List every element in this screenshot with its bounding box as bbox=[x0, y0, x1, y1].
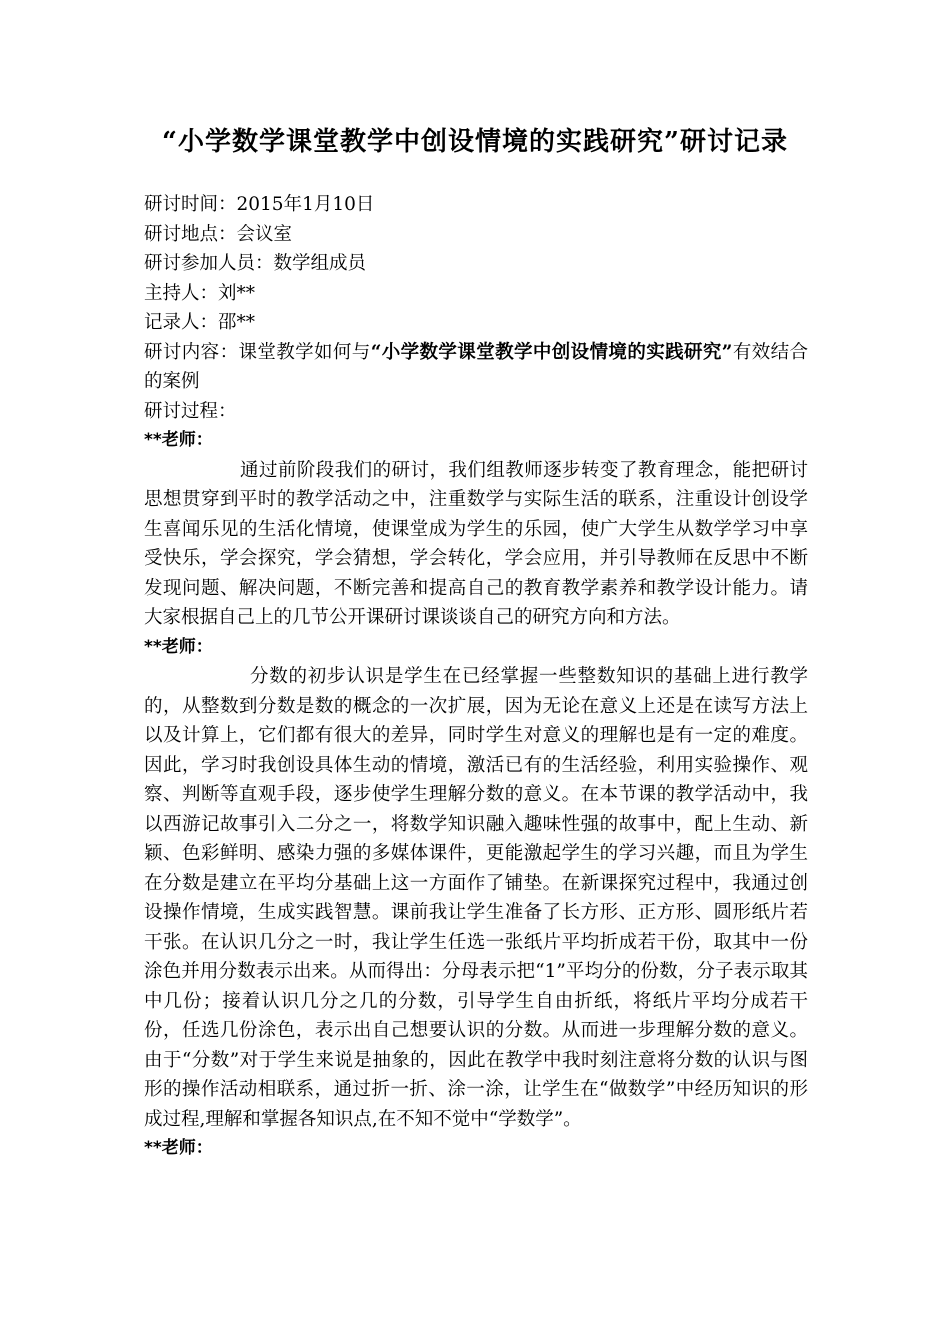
document-body bbox=[144, 190, 808, 1164]
meta-content bbox=[144, 338, 808, 397]
speaker-label-2: **老师： bbox=[144, 636, 213, 657]
section-text-1: 通过前阶段我们的研讨，我们组教师逐步转变了教育理念，能把研讨思想贯穿到平时的教学活动之中，注重数学与实际生活的联系，注重设计创设学生喜闻乐见的生活化情境，使课堂成为学生的乐园，使广大学生从数学学习中享受快乐，学会探究，学会猜想，学会转化，学会应用，并引导教师在反思中不断发现问题、解决问题，不断完善和提高自己的教育教学素养和教学设计能力。请大家根据自己上的几节公开课研讨课谈谈自己的研究方向和方法。 bbox=[144, 459, 808, 628]
meta-process: 研讨过程： bbox=[144, 400, 237, 422]
meta-recorder: 记录人：邵** bbox=[144, 312, 256, 333]
section-text-2: 分数的初步认识是学生在已经掌握一些整数知识的基础上进行教学的，从整数到分数是数的概念的一次扩展，因为无论在意义上还是在读写方法上以及计算上，它们都有很大的差异，同时学生对意义的理解也是有一定的难度。因此，学习时我创设具体生动的情境，激活已有的生活经验，利用实验操作、观察、判断等直观手段，逐步使学生理解分数的意义。在本节课的教学活动中，我以西游记故事引入二分之一，将数学知识融入趣味性强的故事中，配上生动、新颖、色彩鲜明、感染力强的多媒体课件，更能激起学生的学习兴趣，而且为学生在分数是建立在平均分基础上这一方面作了铺垫。在新课探究过程中，我通过创设操作情境，生成实践智慧。课前我让学生准备了长方形、正方形、圆形纸片若干张。在认识几分之一时，我让学生任选一张纸片平均折成若干份，取其中一份涂色并用分数表示出来。从而得出：分母表示把“1”平均分的份数，分子表示取其中几份；接着认识几分之几的分数，引导学生自由折纸，将纸片平均分成若干份，任选几份涂色，表示出自己想要认识的分数。从而进一步理解分数的意义。由于“分数”对于学生来说是抽象的，因此在教学中我时刻注意将分数的认识与图形的操作活动相联系，通过折一折、涂一涂，让学生在“做数学”中经历知识的形成过程,理解和掌握各知识点,在不知不觉中“学数学”。 bbox=[144, 666, 808, 1130]
meta-place: 研讨地点：会议室 bbox=[144, 223, 293, 245]
meta-host: 主持人：刘** bbox=[144, 282, 256, 304]
document-title: “小学数学课堂教学中创设情境的实践研究”研讨记录 bbox=[162, 127, 788, 157]
meta-content-prefix: 研讨内容：课堂教学如何与 bbox=[144, 341, 371, 363]
meta-content-suffix: 有效结合的案例 bbox=[144, 341, 808, 392]
meta-participants: 研讨参加人员：数学组成员 bbox=[144, 253, 367, 274]
speaker-label-1: **老师： bbox=[144, 430, 213, 450]
meta-time: 研讨时间：2015年1月10日 bbox=[144, 194, 375, 215]
meta-content-topic: “小学数学课堂教学中创设情境的实践研究” bbox=[370, 341, 733, 363]
speaker-label-3: **老师： bbox=[144, 1138, 213, 1158]
